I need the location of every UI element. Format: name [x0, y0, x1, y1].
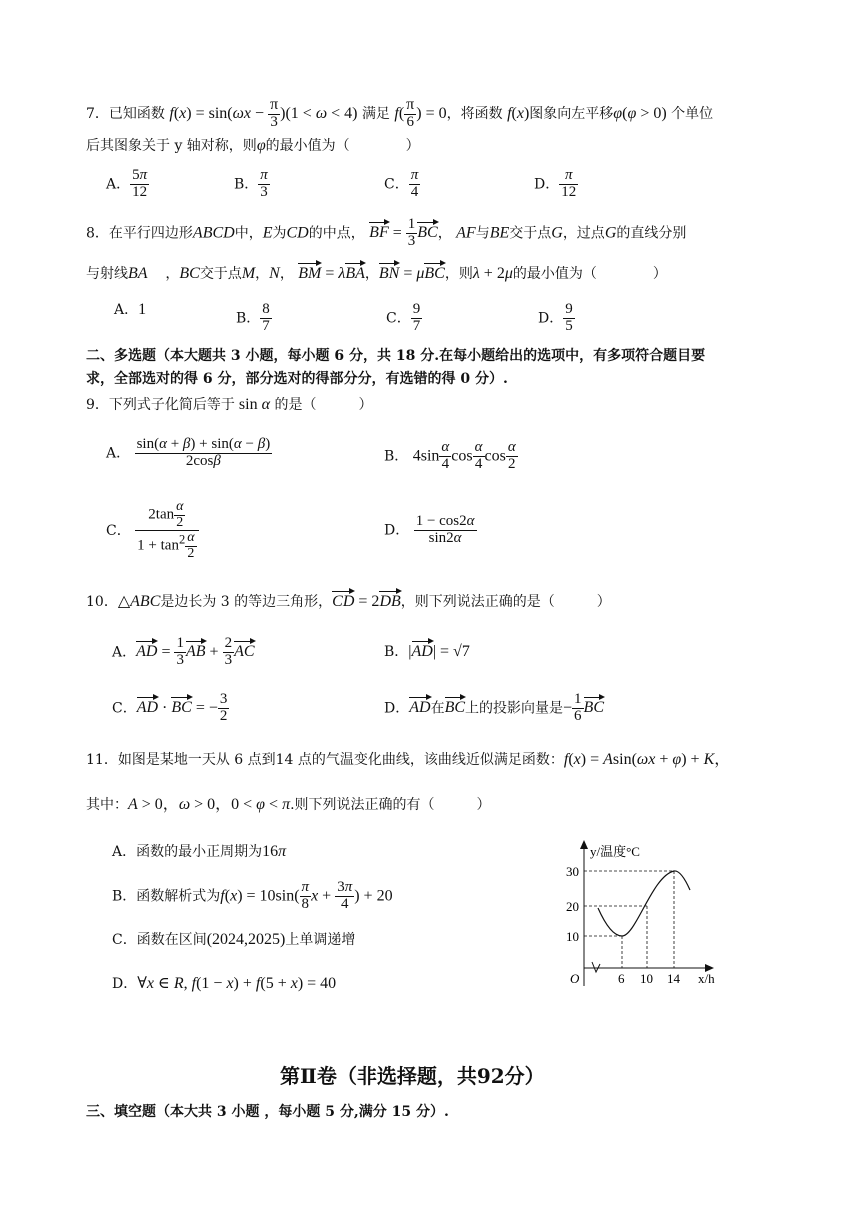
- q10-stem: 10．△ABC是边长为 3 的等边三角形，CD = 2DB，则下列说法正确的是（ ）: [86, 593, 611, 610]
- ytick-30: 30: [566, 864, 579, 879]
- xtick-14: 14: [667, 971, 680, 986]
- q7-option-b: B． $\frac{\pi}{3}$: [234, 167, 268, 200]
- ytick-20: 20: [566, 899, 579, 914]
- section3-heading: 三、填空题（本大共 3 小题 ，每小题 5 分,满分 15 分）.: [86, 1104, 449, 1120]
- q8-line1: 8．在平行四边形ABCD中，E为CD的中点， BF = $\frac{1}{3}$ BC， AF与BE交于点G，过点G的直线分别: [86, 216, 687, 249]
- graph-origin: O: [570, 971, 580, 986]
- q10-option-d: D．AD在BC上的投影向量是− $\frac{1}{6}$ BC: [384, 691, 604, 724]
- temperature-curve: [598, 871, 690, 936]
- q11-line2: 其中：A > 0，ω > 0，0 < φ < π.则下列说法正确的有（ ）: [86, 796, 491, 813]
- q11-stem: 11．如图是某地一天从 6 点到14 点的气温变化曲线，该曲线近似满足函数：f(x) = Asin(ωx + φ) + K，: [86, 751, 731, 768]
- q8-option-a: A．1: [114, 301, 147, 318]
- xtick-6: 6: [618, 971, 625, 986]
- q7-line2: 后其图象关于 y 轴对称，则φ的最小值为（ ）: [86, 137, 420, 154]
- q11-option-d: D．∀x ∈ R, f(1 − x) + f(5 + x) = 40: [112, 975, 337, 992]
- q10-option-a: A．AD = $\frac{1}{3}$ AB + $\frac{2}{3}$ AC: [112, 635, 255, 668]
- temperature-graph: [548, 836, 728, 996]
- q10-option-c: C．AD · BC = − $\frac{3}{2}$: [112, 691, 228, 724]
- q8-line2: 与射线BA ，BC交于点M，N， BM = λBA，BN = μBC，则λ + 2μ的最小值为（ ）: [86, 265, 667, 282]
- xtick-10: 10: [640, 971, 653, 986]
- q9-option-a: A． $\frac{\sin(\alpha + \beta) + \sin(\alpha - \beta)}{2\cos\beta}$: [106, 436, 271, 469]
- q11-option-c: C．函数在区间(2024,2025)上单调递增: [112, 931, 356, 948]
- q8-option-c: C． $\frac{9}{7}$: [386, 301, 421, 334]
- section2-heading-line2: 求，全部选对的得 6 分，部分选对的得部分分，有选错的得 0 分）.: [86, 371, 508, 387]
- q7-option-a: A． $\frac{5\pi}{12}$: [106, 167, 148, 200]
- q8-option-b: B． $\frac{8}{7}$: [236, 301, 270, 334]
- q10-option-b: B．|AD| = √7: [384, 643, 470, 660]
- q11-option-a: A．函数的最小正周期为16π: [112, 843, 287, 860]
- part2-title: 第Ⅱ卷（非选择题，共92分）: [280, 1064, 545, 1088]
- graph-ylabel: y/温度°C: [590, 844, 640, 859]
- q8-option-d: D． $\frac{9}{5}$: [538, 301, 573, 334]
- q9-option-b: B． 4sin $\frac{\alpha}{4}$ cos $\frac{\alpha}{4}$ cos $\frac{\alpha}{2}$: [384, 439, 516, 472]
- graph-xlabel: x/h: [698, 971, 715, 986]
- ytick-10: 10: [566, 929, 579, 944]
- q9-option-c: C． 2tan $\frac{\alpha}{2}$ $1 + \tan^2$ $\frac{\alpha}{2}$: [106, 500, 199, 562]
- q7-option-c: C． $\frac{\pi}{4}$: [384, 167, 419, 200]
- q7-option-d: D． $\frac{\pi}{12}$: [534, 167, 577, 200]
- q11-option-b: B．函数解析式为f(x) = 10sin( $\frac{\pi}{8}$ x + $\frac{3\pi}{4}$ ) + 20: [112, 879, 393, 912]
- section2-heading: 二、多选题（本大题共 3 小题，每小题 6 分，共 18 分.在每小题给出的选项中，有多项符合题目要: [86, 348, 706, 364]
- q7-line1: 7．已知函数 f(x) = sin(ωx − $\frac{\pi}{3}$ )(1 < ω < 4) 满足 f( $\frac{\pi}{6}$ ) = 0，将函数 f(x)图象向左平移φ(φ > 0) 个单位: [86, 96, 714, 130]
- q7-number: 7．: [86, 105, 109, 122]
- q9-option-d: D． $\frac{1 - \cos 2\alpha}{\sin 2\alpha}$: [384, 513, 475, 546]
- q9-stem: 9．下列式子化简后等于 sin α 的是（ ）: [86, 396, 373, 413]
